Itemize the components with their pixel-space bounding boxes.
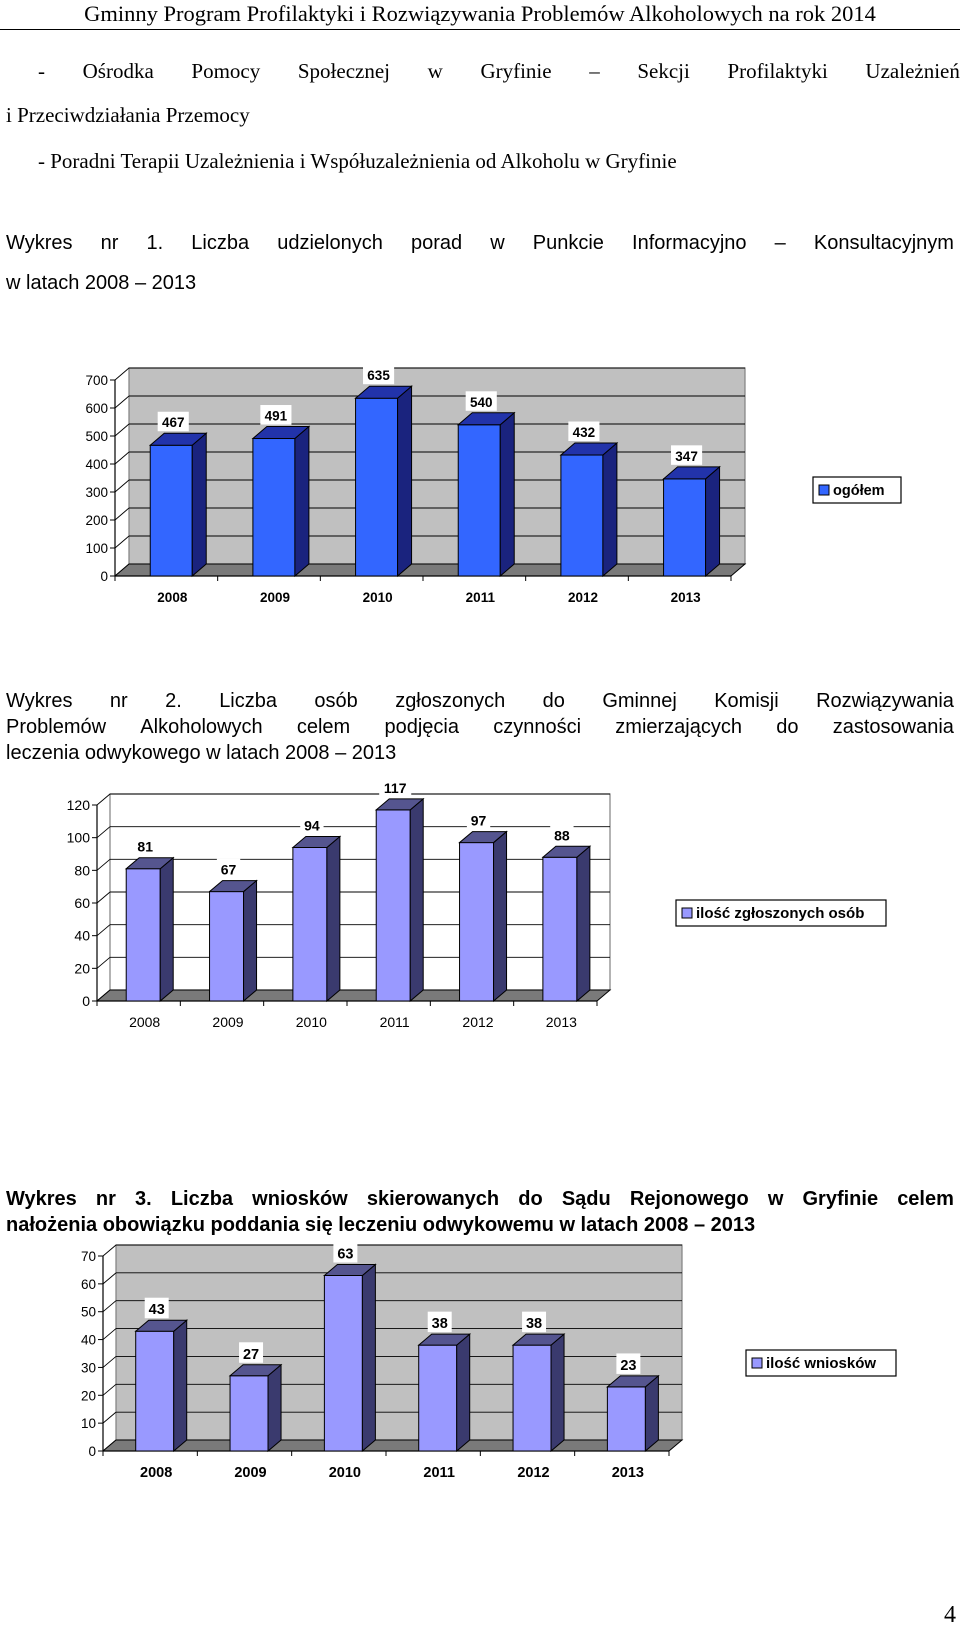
category-label: 2011 [465, 590, 495, 605]
data-label: 63 [337, 1246, 354, 1263]
gridline-side [115, 536, 129, 548]
bar-side [192, 433, 206, 576]
bar-side [645, 1376, 658, 1451]
chart2-caption-word: celem [296, 716, 351, 738]
chart3-caption-word: celem [897, 1188, 954, 1210]
bar-front [230, 1376, 268, 1451]
chart2-caption-word: czynności [493, 716, 582, 738]
legend-label: ilość zgłoszonych osób [696, 905, 865, 922]
bar-side [160, 858, 173, 1001]
y-tick-label: 0 [82, 993, 90, 1009]
chart2-caption-word: 2. [165, 690, 182, 712]
list-item-ops-word: Pomocy [191, 59, 261, 83]
chart-porady [0, 368, 960, 632]
gridline-side [103, 1329, 116, 1340]
chart2-caption-word: do [776, 716, 799, 738]
category-label: 2013 [545, 1014, 577, 1030]
gridline-side [115, 396, 129, 408]
bar-side [410, 799, 423, 1001]
chart2-caption-word: zgłoszonych [395, 690, 506, 712]
bar-front [543, 857, 577, 1001]
chart1-caption-word: Liczba [191, 232, 250, 254]
y-tick-label: 50 [80, 1304, 96, 1320]
bar-side [457, 1334, 470, 1451]
bar-side [295, 427, 309, 576]
bar-front [419, 1345, 457, 1451]
plot-background [116, 1245, 682, 1440]
chart2-caption-word: Liczba [219, 690, 277, 712]
gridline-side [97, 794, 110, 805]
y-tick-label: 0 [100, 569, 108, 584]
plot-floor [115, 564, 745, 576]
bar-2011 [376, 777, 423, 1001]
bar-2010 [356, 365, 412, 576]
gridline-side [115, 368, 129, 380]
bar-front [126, 869, 160, 1001]
chart3-caption [6, 1186, 954, 1238]
chart2-caption-line1 [6, 688, 954, 714]
data-label: 23 [620, 1357, 637, 1374]
bar-2013 [543, 824, 590, 1001]
bar-side [362, 1265, 375, 1452]
list-item-ops [38, 58, 960, 84]
chart3-caption-word: wniosków [252, 1188, 348, 1210]
chart1-caption-line2: w latach 2008 – 2013 [6, 272, 197, 294]
bar-side [174, 1320, 187, 1451]
category-label: 2013 [670, 590, 701, 605]
y-tick-label: 40 [74, 927, 90, 944]
data-label: 27 [242, 1346, 260, 1363]
chart2-caption-word: Rozwiązywania [816, 690, 954, 712]
y-tick-label: 20 [80, 1388, 96, 1404]
chart2-caption-word: Komisji [714, 690, 779, 712]
list-item-ops-word: w [427, 59, 443, 83]
y-tick-label: 200 [85, 513, 108, 528]
bar-front [293, 847, 327, 1001]
chart2-caption-word: podjęcia [384, 716, 459, 738]
y-tick-label: 400 [85, 457, 108, 472]
gridline-side [97, 827, 110, 838]
bar-2009 [253, 405, 309, 576]
list-item-poradnia: - Poradni Terapii Uzależnienia i Współuzależnienia od Alkoholu w Gryfinie [38, 149, 677, 173]
document-title: Gminny Program Profilaktyki i Rozwiązywania Problemów Alkoholowych na rok 2014 [84, 1, 876, 26]
category-label: 2012 [567, 590, 599, 605]
y-tick-label: 600 [85, 401, 108, 416]
list-item-ops-word: Uzależnień [865, 59, 960, 83]
bar-side [551, 1334, 564, 1451]
plot-floor [103, 1440, 682, 1451]
gridline-side [103, 1301, 116, 1312]
gridline-side [115, 480, 129, 492]
chart-wnioski [0, 1246, 960, 1550]
bar-side [398, 386, 412, 576]
legend-label: ilość wniosków [766, 1355, 877, 1372]
chart-zgloszenia [0, 779, 960, 1080]
y-tick-label: 10 [80, 1416, 96, 1432]
chart2-caption-word: Problemów [6, 716, 107, 738]
bar-side [268, 1365, 281, 1451]
list-item-ops-word: Ośrodka [82, 59, 154, 83]
chart2-caption-word: osób [314, 690, 358, 712]
list-item-ops-word: Sekcji [637, 59, 690, 83]
list-item-ops-word: Społecznej [297, 59, 391, 83]
gridline-side [115, 452, 129, 464]
plot-background [129, 368, 745, 564]
chart3-caption-word: Rejonowego [629, 1188, 749, 1210]
bar-side [603, 443, 617, 576]
chart2-caption-word: Gminnej [602, 690, 677, 712]
list-item-ops-word: Gryfinie [480, 59, 552, 83]
y-tick-label: 40 [80, 1332, 96, 1348]
y-tick-label: 300 [85, 485, 108, 500]
y-tick-label: 60 [80, 1276, 96, 1292]
gridline-side [115, 424, 129, 436]
chart1-caption-line1 [6, 230, 954, 256]
plot-floor [97, 990, 610, 1001]
bar-side [500, 413, 514, 576]
category-label: 2010 [362, 590, 393, 605]
chart2-caption-line2 [6, 714, 954, 740]
data-label: 117 [383, 779, 407, 796]
bar-front [561, 455, 603, 576]
data-label: 540 [469, 394, 493, 410]
data-label: 347 [675, 448, 698, 464]
y-tick-label: 70 [80, 1249, 96, 1264]
gridline-side [103, 1273, 116, 1284]
y-tick-label: 0 [88, 1444, 96, 1459]
category-label: 2012 [517, 1465, 550, 1481]
category-label: 2012 [462, 1014, 494, 1030]
data-label: 67 [220, 861, 237, 878]
bar-front [253, 439, 295, 576]
gridline-side [97, 892, 110, 903]
bar-side [494, 832, 507, 1001]
data-label: 432 [572, 425, 596, 441]
chart2-caption-line3: leczenia odwykowego w latach 2008 – 2013 [6, 742, 397, 764]
chart3-caption-word: nr [95, 1188, 116, 1210]
bar-front [513, 1345, 551, 1451]
gridline-side [115, 508, 129, 520]
data-label: 38 [431, 1316, 448, 1333]
bar-front [324, 1276, 362, 1452]
legend-swatch [819, 485, 829, 495]
gridline-side [103, 1356, 116, 1367]
data-label: 97 [470, 812, 487, 829]
category-label: 2008 [140, 1465, 173, 1481]
y-tick-label: 30 [80, 1360, 96, 1376]
legend-label: ogółem [833, 483, 885, 499]
bar-side [577, 846, 590, 1001]
data-label: 94 [304, 817, 320, 834]
bar-front [664, 479, 706, 576]
data-label: 467 [161, 415, 185, 431]
chart3-caption-word: 3. [135, 1188, 152, 1210]
data-label: 43 [148, 1302, 165, 1319]
page-header [0, 0, 960, 30]
chart2-caption-word: Alkoholowych [140, 716, 263, 738]
chart2-caption [6, 688, 954, 766]
data-label: 491 [264, 408, 288, 424]
chart1-caption-word: w [490, 232, 505, 254]
bar-2011 [458, 391, 514, 576]
chart1-caption-word: Konsultacyjnym [813, 232, 954, 254]
chart3-plot [81, 1242, 682, 1481]
category-label: 2009 [234, 1465, 267, 1481]
chart1-caption-word: nr [100, 232, 119, 254]
y-tick-label: 60 [74, 895, 90, 911]
bar-front [356, 398, 398, 576]
chart1-caption-word: porad [410, 232, 463, 254]
gridline-side [97, 859, 110, 870]
bar-2010 [293, 814, 340, 1001]
gridline-side [103, 1412, 116, 1423]
chart1-legend [813, 477, 901, 503]
category-label: 2010 [328, 1465, 361, 1481]
list-item-ops-word: Profilaktyki [727, 59, 828, 83]
chart3-caption-word: Liczba [170, 1188, 234, 1210]
chart3-legend [746, 1350, 896, 1376]
chart3-caption-word: skierowanych [366, 1188, 500, 1210]
chart2-legend [676, 900, 886, 926]
category-label: 2008 [129, 1014, 161, 1030]
data-label: 88 [554, 827, 570, 844]
chart1-caption-word: Punkcie [532, 232, 604, 254]
bar-front [460, 843, 494, 1001]
bar-front [458, 425, 500, 576]
category-label: 2009 [259, 590, 291, 605]
gridline-side [97, 925, 110, 936]
bar-front [376, 810, 410, 1001]
category-label: 2008 [157, 590, 188, 605]
gridline-side [103, 1384, 116, 1395]
category-label: 2011 [379, 1014, 410, 1030]
y-tick-label: 500 [85, 429, 108, 444]
list-item-ops-word: – [589, 59, 600, 83]
page-number: 4 [944, 1602, 956, 1628]
category-label: 2013 [611, 1465, 644, 1481]
chart3-caption-word: w [767, 1188, 784, 1210]
data-label: 81 [137, 838, 154, 855]
y-tick-label: 80 [74, 862, 90, 879]
gridline-side [97, 957, 110, 968]
chart2-caption-word: do [542, 690, 565, 712]
chart1-caption-word: Informacyjno [632, 232, 747, 254]
y-tick-label: 20 [74, 960, 90, 977]
data-label: 635 [367, 368, 390, 384]
chart1-caption-word: Wykres [6, 232, 73, 254]
data-label: 38 [525, 1316, 543, 1333]
list-item-ops-continuation: i Przeciwdziałania Przemocy [6, 103, 250, 127]
bar-front [210, 892, 244, 1001]
y-tick-label: 100 [66, 829, 90, 846]
chart3-caption-line2: nałożenia obowiązku poddania się leczeniu odwykowemu w latach 2008 – 2013 [6, 1214, 756, 1236]
chart1-caption-word: – [774, 232, 786, 254]
chart3-caption-word: do [518, 1188, 543, 1210]
bar-side [706, 467, 720, 576]
chart1-caption-word: 1. [146, 232, 164, 254]
bar-side [327, 836, 340, 1001]
y-tick-label: 700 [85, 373, 108, 388]
chart3-caption-word: Sądu [561, 1188, 611, 1210]
bar-2012 [460, 810, 507, 1001]
bar-front [607, 1387, 645, 1451]
chart2-caption-word: zmierzających [615, 716, 742, 738]
category-label: 2009 [212, 1014, 244, 1030]
y-tick-label: 120 [66, 797, 90, 813]
y-tick-label: 100 [85, 541, 108, 556]
list-item-ops-word: - [38, 59, 45, 83]
bar-front [136, 1331, 174, 1451]
chart2-caption-word: nr [109, 690, 128, 712]
chart2-caption-word: zastosowania [832, 716, 954, 738]
category-label: 2010 [295, 1014, 327, 1030]
bar-side [244, 881, 257, 1001]
legend-swatch [682, 908, 692, 918]
gridline-side [103, 1245, 116, 1256]
chart2-caption-word: Wykres [6, 690, 73, 712]
chart3-caption-line1 [6, 1186, 954, 1212]
chart3-caption-word: Wykres [6, 1188, 77, 1210]
chart1-plot [85, 365, 745, 605]
bar-front [150, 445, 192, 576]
chart3-caption-word: Gryfinie [802, 1188, 879, 1210]
chart1-caption-word: udzielonych [277, 232, 383, 254]
bar-2010 [324, 1242, 375, 1451]
chart2-plot [67, 777, 610, 1030]
category-label: 2011 [423, 1465, 455, 1481]
legend-swatch [752, 1358, 762, 1368]
